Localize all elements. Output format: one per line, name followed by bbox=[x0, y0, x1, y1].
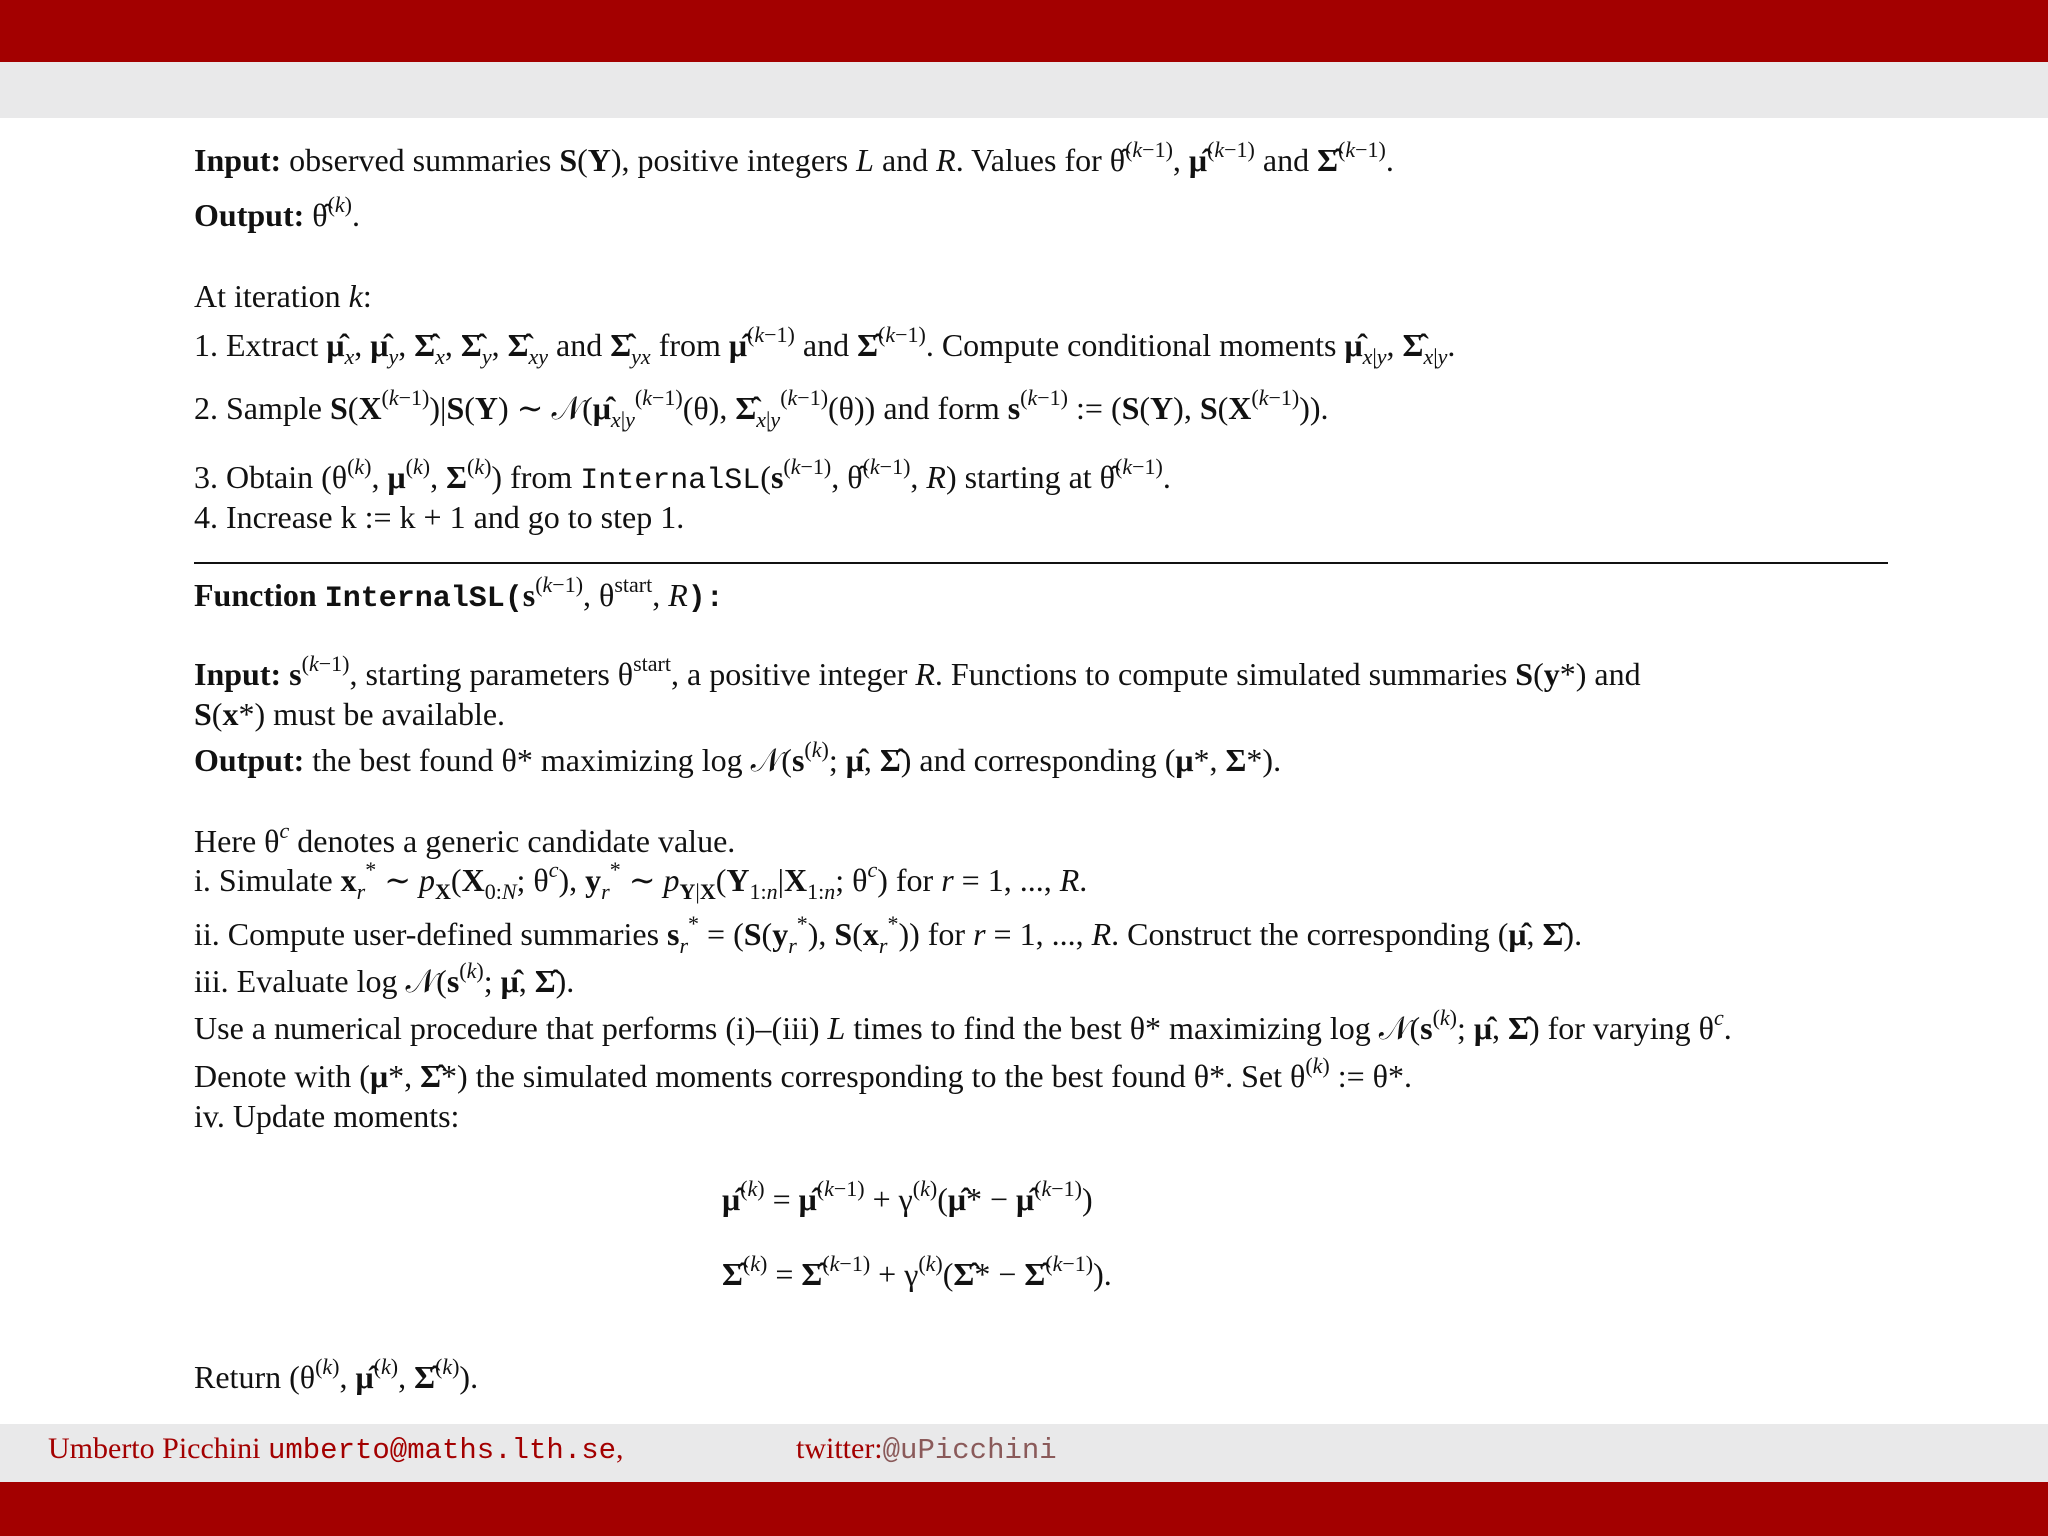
step-4: 4. Increase k := k + 1 and go to step 1. bbox=[194, 499, 685, 535]
update-equation-sigma: Σ̂$^{(k)}$ = Σ̂$^{(k-1)}$ + $\gamma^{(k)}(\Sigmâ*$ − Σ̂$^{(k-1)}$). bbox=[722, 1251, 1112, 1292]
step-iii: iii. Evaluate $\log 𝒩(s^{(k)}$; μ̂, Σ̂). bbox=[194, 958, 575, 999]
procedure-line-1: Use a numerical procedure that performs (i)–(iii) L times to find the best θ* maximizing $\log 𝒩(s^{(k)}$; μ̂, Σ̂) for varying $\theta^c$. bbox=[194, 1005, 1732, 1046]
procedure-line-2: Denote with (μ*, Σ̂*) the simulated moments corresponding to the best found θ*. Set $\theta^{(k)}$ := θ*. bbox=[194, 1053, 1412, 1094]
function-input-line-2: S(x*) must be available. bbox=[194, 696, 506, 732]
step-i: i. Simulate $x_r^*$ ∼ $p_X(X_{0:N}$; $\theta^c$), $y_r^*$ ∼ $p_{Y|X}(Y_{1:n}|X_{1:n}$; $\theta^c$) for r = 1, ..., R. bbox=[194, 857, 1088, 904]
top-title-bar bbox=[0, 0, 2048, 62]
function-output-line: Output: the best found θ* maximizing $\log 𝒩(s^{(k)}$; μ̂, Σ̂) and corresponding (μ*, Σ*). bbox=[194, 737, 1282, 778]
twitter-info bbox=[796, 1432, 1057, 1467]
twitter-handle[interactable]: @uPicchini bbox=[882, 1434, 1057, 1467]
twitter-label: twitter: bbox=[796, 1432, 883, 1465]
function-heading: Function $InternalSL(s^{(k-1)}$, $\theta^{start}$, R): bbox=[194, 572, 724, 616]
internalsl-call: InternalSL bbox=[580, 464, 761, 498]
step-3: 3. Obtain ($\theta^{(k)}$, $\mu^{(k)}$, $\Sigma^{(k)}$) from $InternalSL(s^{(k-1)}$, θ̂$^{(k-1)}$, R) starting at θ̂$^{(k-1)}$. bbox=[194, 454, 1171, 498]
function-input-line-1: Input: $s^{(k-1)}$, starting parameters $\theta^{start}$, a positive integer R. Functions to compute simulated summaries S(y*) and bbox=[194, 651, 1641, 692]
algorithm-output-line: Output: θ̂$^{(k)}$. bbox=[194, 192, 360, 233]
bottom-bar bbox=[0, 1482, 2048, 1536]
footer: Umberto Picchini umberto@maths.lth.se, twitter:@uPicchini bbox=[48, 1432, 1057, 1467]
author-email[interactable]: umberto@maths.lth.se bbox=[267, 1434, 617, 1467]
step-1: 1. Extract $\mû_x$, $\mû_y$, $\Sigmâ_x$, $\Sigmâ_y$, $\Sigmâ_{xy}$ and $\Sigmâ_{yx}$ from μ̂$^{(k-1)}$ and Σ̂$^{(k-1)}$. Compute conditional moments $\mû_{x|y}$, $\Sigmâ_{x|y}$. bbox=[194, 322, 1456, 369]
author-name: Umberto Picchini bbox=[48, 1432, 261, 1465]
iteration-intro: At iteration k: bbox=[194, 278, 372, 314]
step-iv: iv. Update moments: bbox=[194, 1098, 460, 1134]
return-line: Return ($\theta^{(k)}$, μ̂$^{(k)}$, Σ̂$^{(k)}$). bbox=[194, 1354, 479, 1395]
candidate-note: Here $\theta^c$ denotes a generic candidate value. bbox=[194, 818, 736, 859]
section-divider bbox=[194, 562, 1888, 564]
algorithm-input-line: Input: observed summaries S(Y), positive integers L and R. Values for θ̂$^{(k-1)}$, μ̂$^{(k-1)}$ and Σ̂$^{(k-1)}$. bbox=[194, 137, 1394, 178]
step-ii: ii. Compute user-defined summaries $s_r^* = (S(y_r^*)$, $S(x_r^*)$) for r = 1, ..., R. Construct the corresponding (μ̂, Σ̂). bbox=[194, 911, 1583, 958]
top-subtitle-band bbox=[0, 62, 2048, 118]
update-equation-mu: μ̂$^{(k)}$ = μ̂$^{(k-1)}$ + $\gamma^{(k)}(\mû*$ − μ̂$^{(k-1)}$) bbox=[722, 1176, 1093, 1217]
step-2: 2. Sample $S(X^{(k-1)})|S(Y)$ ∼ $𝒩(\mû_{x|y}^{(k-1)}(\theta)$, $\Sigmâ_{x|y}^{(k-1)}(\theta)$) and form $s^{(k-1)}$ := (S(Y), $S(X^{(k-1)})$). bbox=[194, 385, 1329, 432]
